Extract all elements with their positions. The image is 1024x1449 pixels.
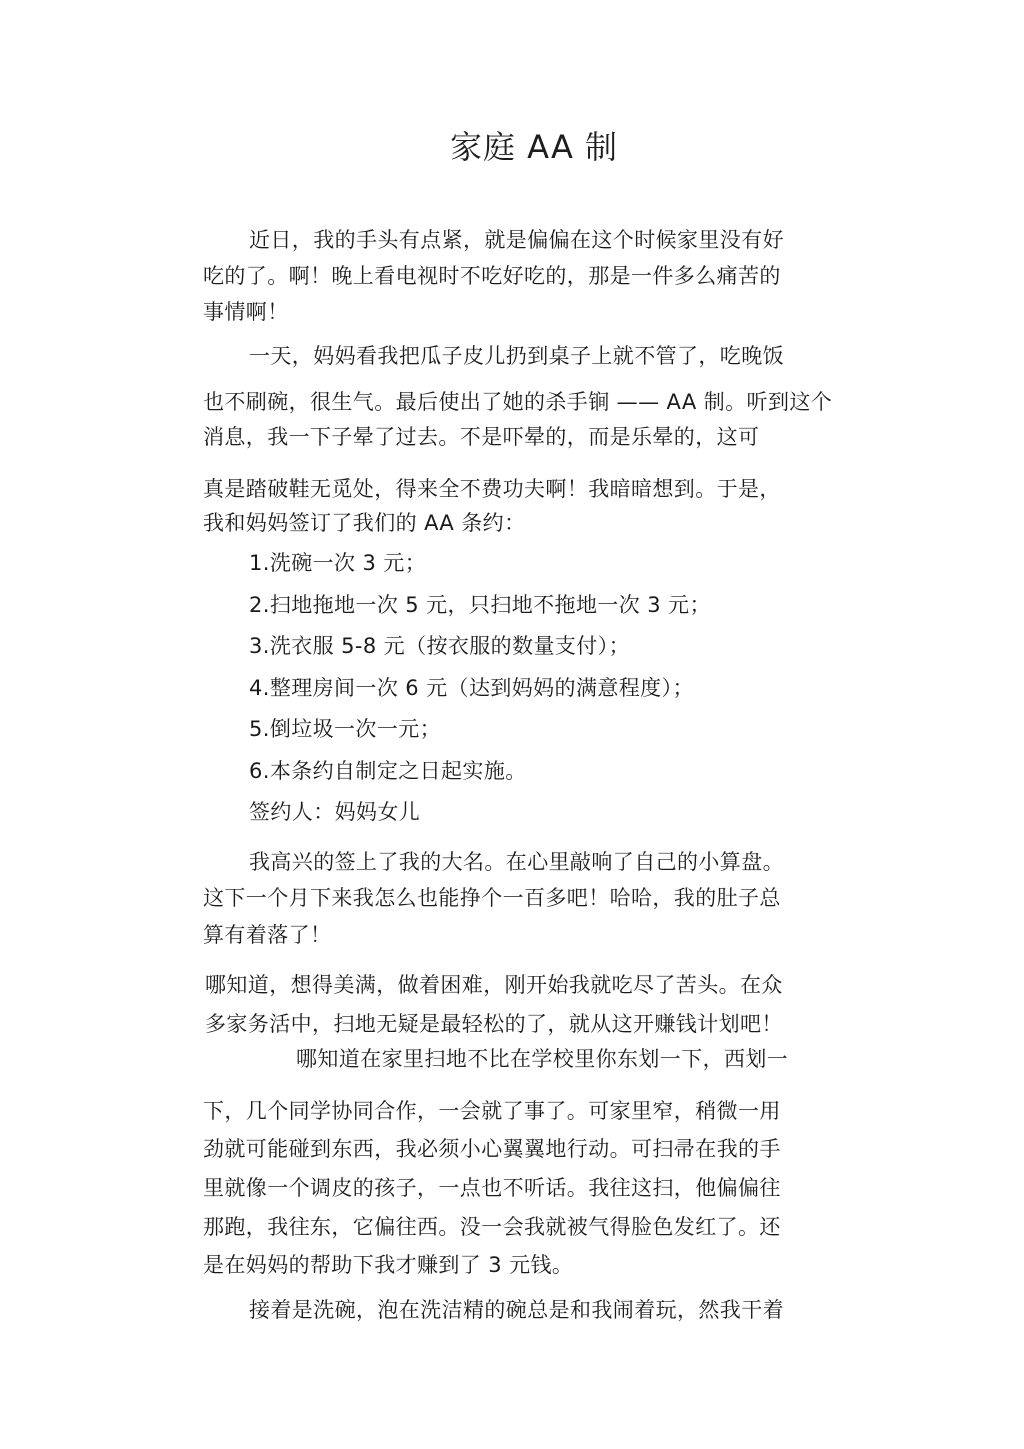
list-item: 3.洗衣服 5-8 元（按衣服的数量支付）； xyxy=(249,634,630,658)
list-item: 4.整理房间一次 6 元（达到妈妈的满意程度）； xyxy=(249,676,694,700)
text-line: 劲就可能碰到东西，我必须小心翼翼地行动。可扫帚在我的手 xyxy=(203,1137,781,1161)
text-line: 我和妈妈签订了我们的 AA 条约： xyxy=(203,511,526,535)
text-line: 一天，妈妈看我把瓜子皮儿扔到桌子上就不管了，吃晚饭 xyxy=(249,344,784,368)
text-line: 那跑，我往东，它偏往西。没一会我就被气得脸色发红了。还 xyxy=(203,1215,781,1239)
text-line: 算有着落了！ xyxy=(203,923,332,947)
text-line: 多家务活中，扫地无疑是最轻松的了，就从这开赚钱计划吧！ xyxy=(205,1012,783,1036)
text-line: 事情啊！ xyxy=(203,300,289,324)
text-line: 也不刷碗，很生气。最后使出了她的杀手锏 —— AA 制。听到这个 xyxy=(203,390,833,414)
text-line: 消息，我一下子晕了过去。不是吓晕的，而是乐晕的，这可 xyxy=(203,425,760,449)
signatories: 签约人：妈妈女儿 xyxy=(249,800,421,824)
text-line: 里就像一个调皮的孩子，一点也不听话。我往这扫，他偏偏往 xyxy=(203,1176,781,1200)
text-line: 哪知道，想得美满，做着困难，刚开始我就吃尽了苦头。在众 xyxy=(205,973,783,997)
text-line: 真是踏破鞋无觅处，得来全不费功夫啊！我暗暗想到。于是， xyxy=(203,477,781,501)
text-line: 是在妈妈的帮助下我才赚到了 3 元钱。 xyxy=(203,1253,574,1277)
text-line: 哪知道在家里扫地不比在学校里你东划一下，西划一 xyxy=(296,1047,789,1071)
list-item: 5.倒垃圾一次一元； xyxy=(249,717,442,741)
text-line: 下，几个同学协同合作，一会就了事了。可家里窄，稍微一用 xyxy=(203,1099,781,1123)
text-line: 近日，我的手头有点紧，就是偏偏在这个时候家里没有好 xyxy=(249,228,784,252)
list-item: 2.扫地拖地一次 5 元，只扫地不拖地一次 3 元； xyxy=(249,593,711,617)
list-item: 1.洗碗一次 3 元； xyxy=(249,551,427,575)
text-line: 这下一个月下来我怎么也能挣个一百多吧！哈哈，我的肚子总 xyxy=(203,886,781,910)
list-item: 6.本条约自制定之日起实施。 xyxy=(249,759,527,783)
text-line: 吃的了。啊！晚上看电视时不吃好吃的，那是一件多么痛苦的 xyxy=(203,264,781,288)
text-line: 我高兴的签上了我的大名。在心里敲响了自己的小算盘。 xyxy=(249,850,784,874)
page-title: 家庭 AA 制 xyxy=(449,128,619,166)
text-line: 接着是洗碗，泡在洗洁精的碗总是和我闹着玩，然我干着 xyxy=(249,1298,784,1322)
